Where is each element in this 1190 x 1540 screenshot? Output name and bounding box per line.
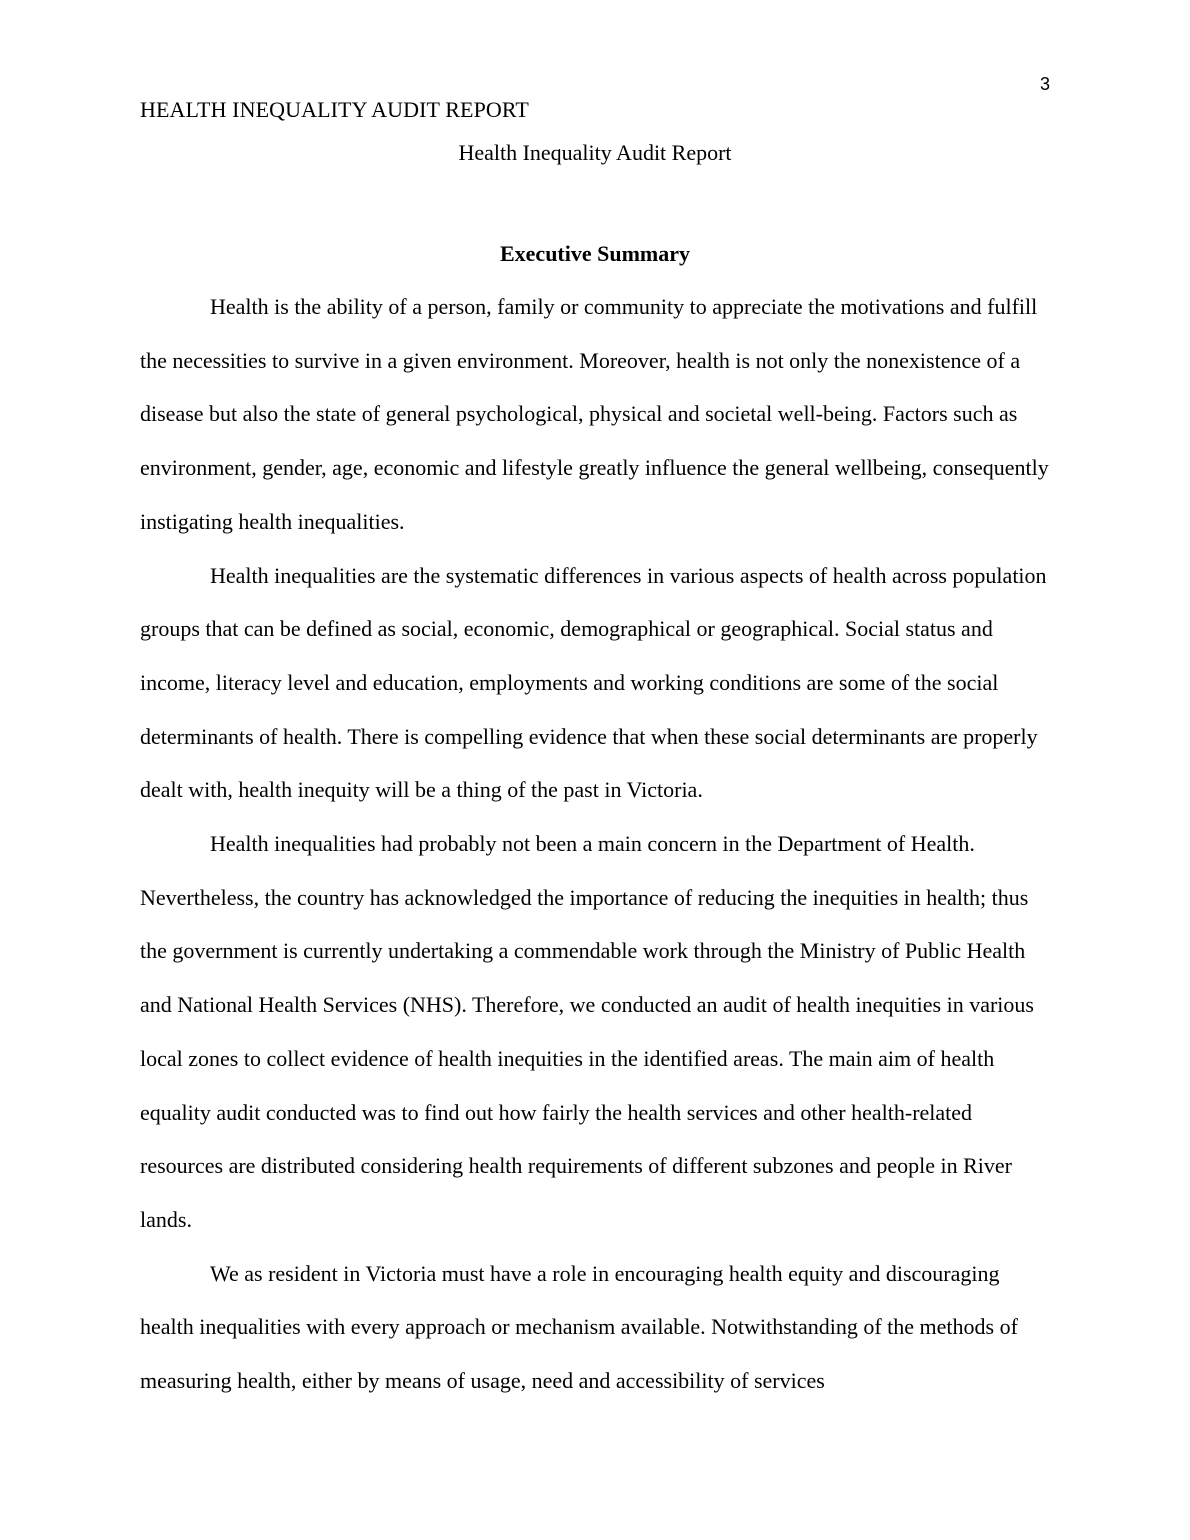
paragraph-2: Health inequalities are the systematic differences in various aspects of health across population groups that can be defined as social, economic, demographical or geographical. Social status and income, literacy level and education, employments and working conditions are some of the social determinants of health. There is compelling evidence that when these social determinants are properly dealt with, health inequity will be a thing of the past in Victoria. [140, 562, 1047, 803]
paragraph-3: Health inequalities had probably not been a main concern in the Department of Health. Nevertheless, the country has acknowledged the importance of reducing the inequities in health; thus the government is currently undertaking a commendable work through the Ministry of Public Health and National Health Services (NHS). Therefore, we conducted an audit of health inequities in various local zones to collect evidence of health inequities in the identified areas. The main aim of health equality audit conducted was to find out how fairly the health services and other health-related resources are distributed considering health requirements of different subzones and people in River lands. [140, 831, 1034, 1232]
section-heading-executive-summary: Executive Summary [499, 241, 691, 266]
document-title: Health Inequality Audit Report [458, 140, 732, 165]
page-number: 3 [1039, 74, 1050, 94]
paragraph-4: We as resident in Victoria must have a role in encouraging health equity and discouraging health inequalities with every approach or mechanism available. Notwithstanding of the methods of measuring health, either by means of usage, need and accessibility of services [140, 1260, 1018, 1394]
running-head: HEALTH INEQUALITY AUDIT REPORT [140, 97, 529, 122]
paragraph-1: Health is the ability of a person, family or community to appreciate the motivations and fulfill the necessities to survive in a given environment. Moreover, health is not only the nonexistence of a disease but also the state of general psychological, physical and societal well-being. Factors such as environment, gender, age, economic and lifestyle greatly influence the general wellbeing, consequently instigating health inequalities. [140, 294, 1049, 534]
body-text [140, 280, 1050, 1408]
